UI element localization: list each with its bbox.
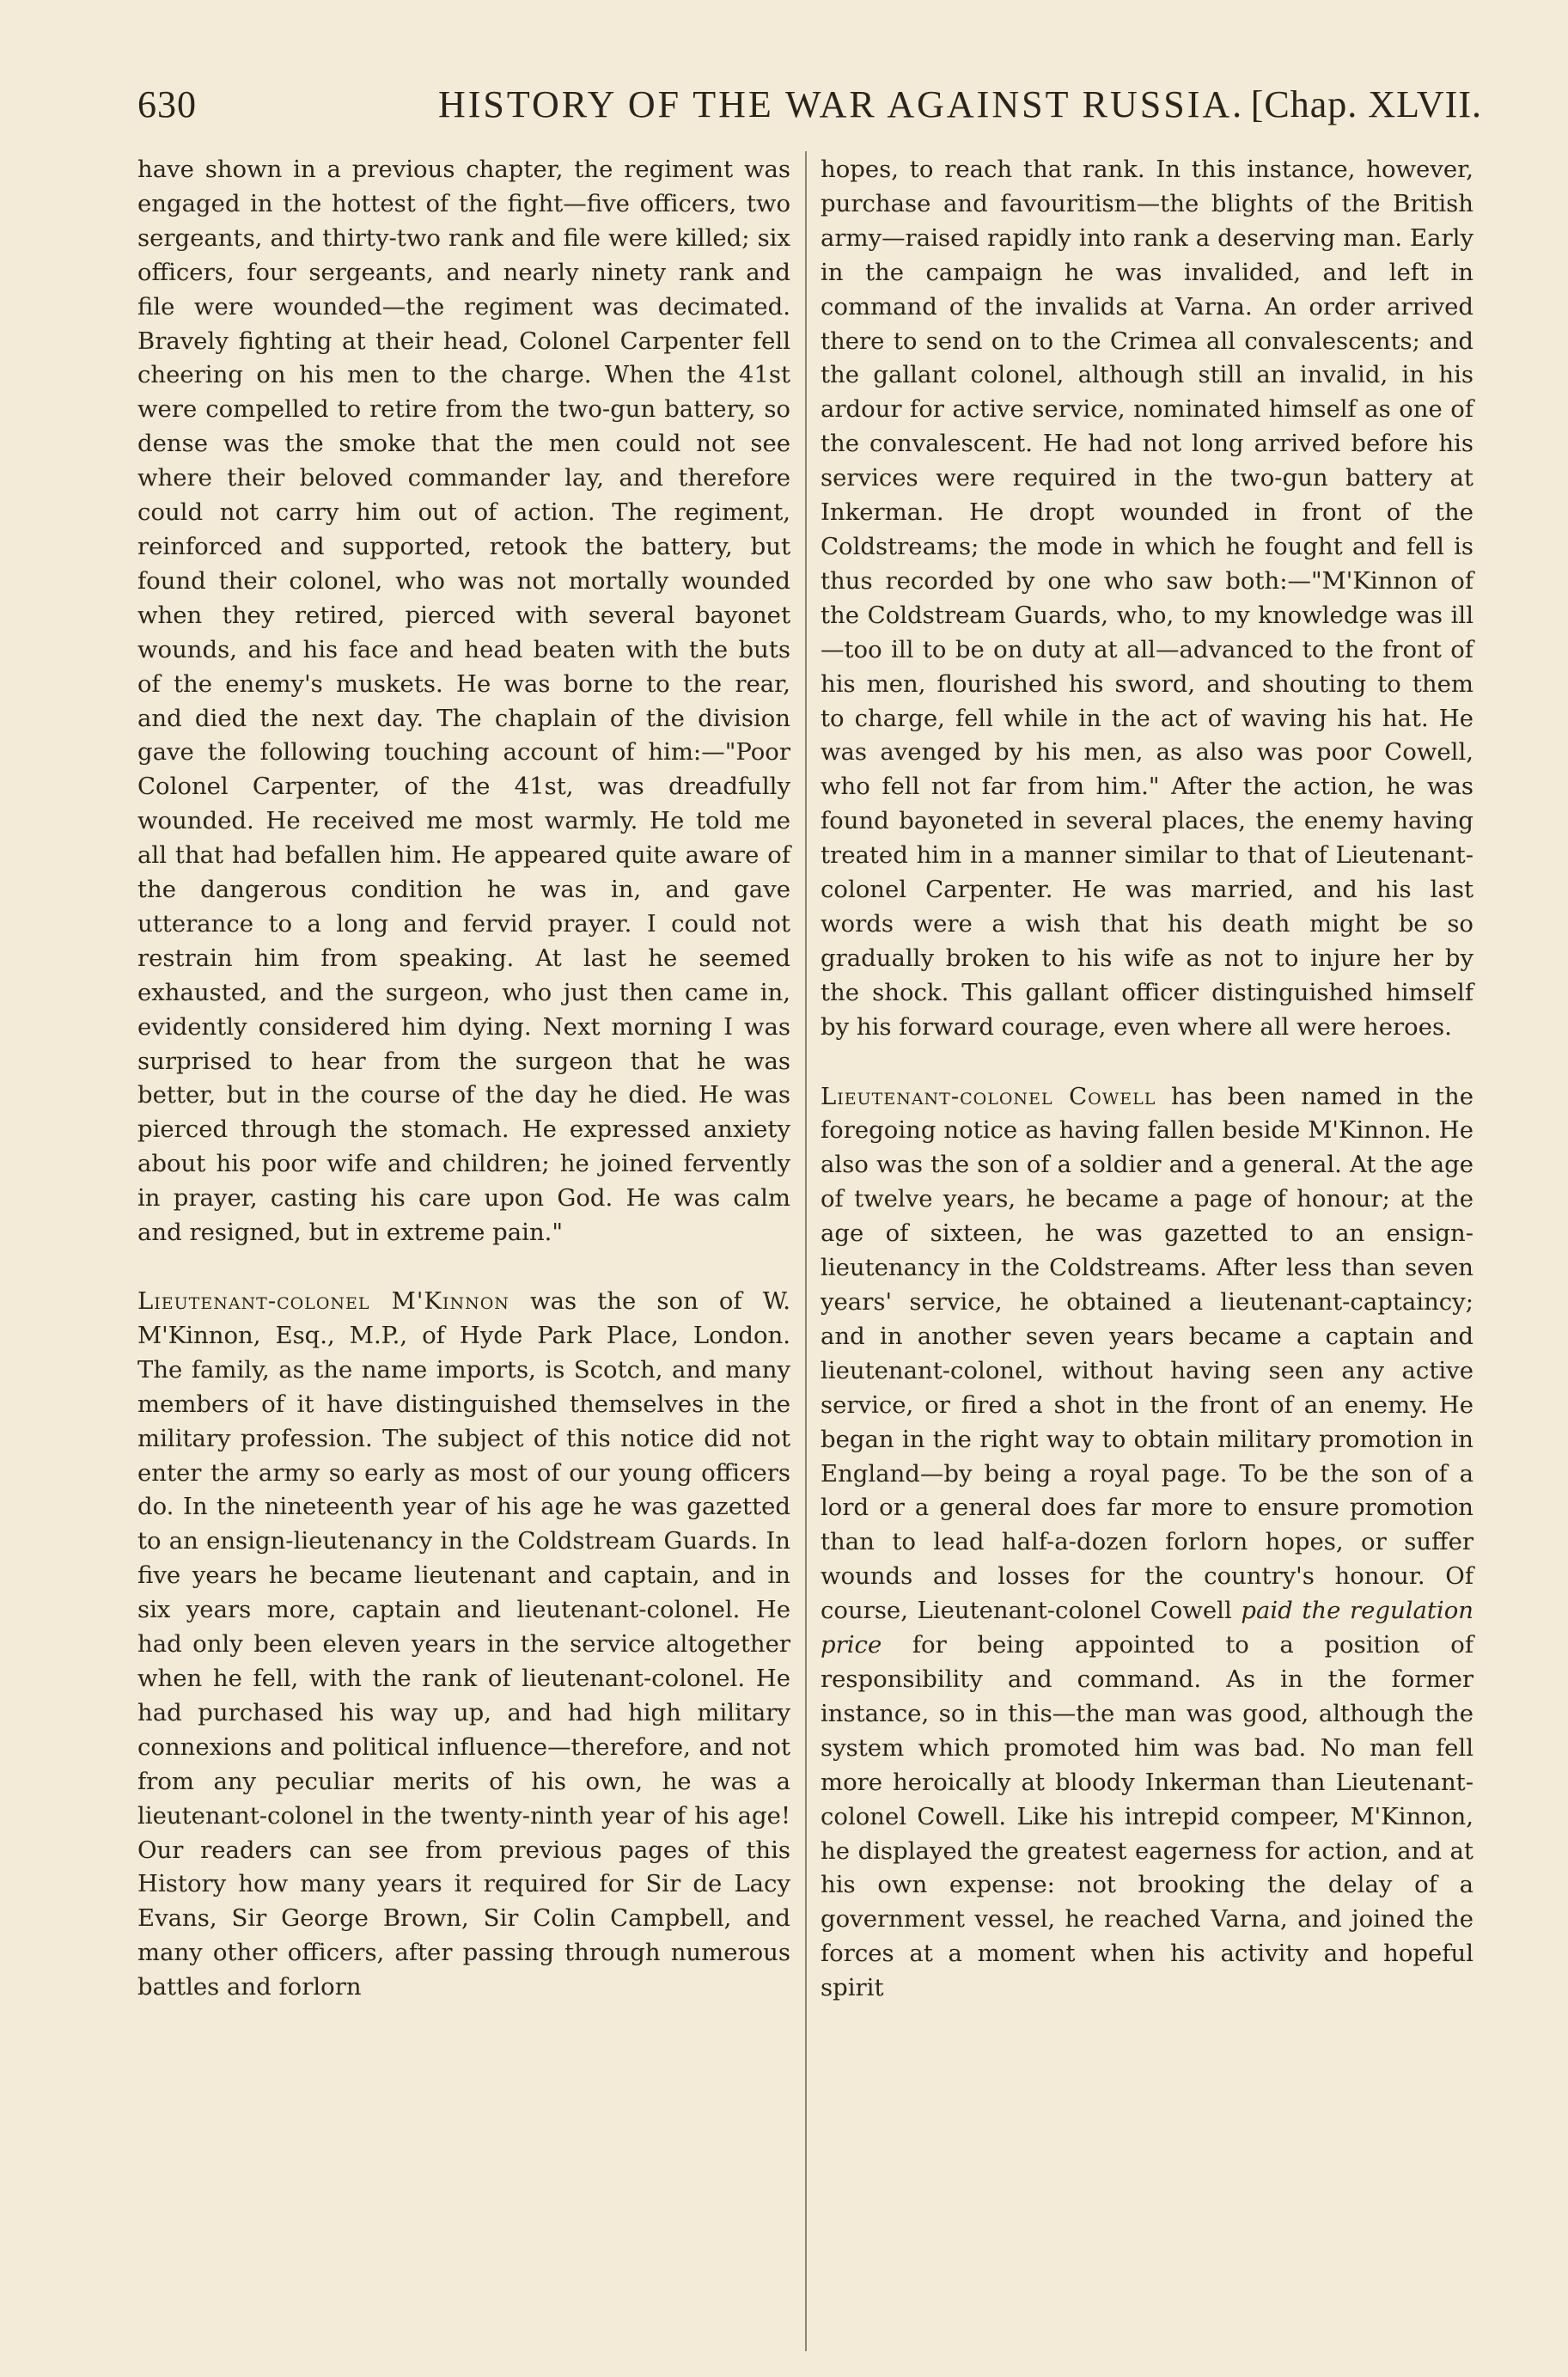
paragraph-body: has been named in the foregoing notice as having fallen beside M'Kinnon. He also was the son of a soldier and a general. At the age of twelve years, he became a page of honour; at the age of sixteen, he was gazetted to an ensign-lieutenancy in the Coldstreams. After less than seven years' service, he obtained a lieutenant-captaincy; and in another seven years became a captain and lieutenant-colonel, without having seen any active service, or fired a shot in the front of an enemy. He began in the right way to obtain military promotion in England—by being a royal page. To be the son of a lord or a general does far more to ensure promotion than to lead half-a-dozen forlorn hopes, or suffer wounds and losses for the country's honour. Of course, Lieutenant-colonel Cowell: [821, 1082, 1473, 1625]
right-column: [821, 153, 1473, 2006]
running-header: [137, 82, 1482, 131]
running-title: HISTORY OF THE WAR AGAINST RUSSIA.: [438, 83, 1245, 125]
left-column: [137, 153, 790, 2005]
paragraph-lead-in: Lieutenant-colonel Cowell: [821, 1082, 1156, 1110]
paragraph-body-end: for being appointed to a position of responsibility and command. As in the former instance, so in this—the man was good, although the system which promoted him was bad. No man fell more heroically at bloody Inkerman than Lieutenant-colonel Cowell. Like his intrepid compeer, M'Kinnon, he displayed the greatest eagerness for action, and at his own expense: not brooking the delay of a government vessel, he reached Varna, and joined the forces at a moment when his activity and hopeful spirit: [821, 1631, 1473, 2002]
page-number: 630: [137, 83, 197, 125]
paragraph-body: was the son of W. M'Kinnon, Esq., M.P., of Hyde Park Place, London. The family, as the name imports, is Scotch, and many members of it have distinguished themselves in the military profession. The subject of this notice did not enter the army so early as most of our young officers do. In the nineteenth year of his age he was gazetted to an ensign-lieutenancy in the Coldstream Guards. In five years he became lieutenant and captain, and in six years more, captain and lieutenant-colonel. He had only been eleven years in the service altogether when he fell, with the rank of lieutenant-colonel. He had purchased his way up, and had high military connexions and political influence—therefore, and not from any peculiar merits of his own, he was a lieutenant-colonel in the twenty-ninth year of his age! Our readers can see from previous pages of this History how many years it required for Sir de Lacy Evans, Sir George Brown, Sir Colin Campbell, and many other officers, after passing through numerous battles and forlorn: [137, 1287, 790, 2001]
paragraph-mkinnon-continued: hopes, to reach that rank. In this instance, however, purchase and favouritism—the blights of the British army—raised rapidly into rank a deserving man. Early in the campaign he was invalided, and left in command of the invalids at Varna. An order arrived there to send on to the Crimea all convalescents; and the gallant colonel, although still an invalid, in his ardour for active service, nominated himself as one of the convalescent. He had not long arrived before his services were required in the two-gun battery at Inkerman. He dropt wounded in front of the Coldstreams; the mode in which he fought and fell is thus recorded by one who saw both:—"M'Kinnon of the Coldstream Guards, who, to my knowledge was ill—too ill to be on duty at all—advanced to the front of his men, flourished his sword, and shouting to them to charge, fell while in the act of waving his hat. He was avenged by his men, as also was poor Cowell, who fell not far from him." After the action, he was found bayoneted in several places, the enemy having treated him in a manner similar to that of Lieutenant-colonel Carpenter. He was married, and his last words were a wish that his death might be so gradually broken to his wife as not to injure her by the shock. This gallant officer distinguished himself by his forward courage, even where all were heroes.: [821, 156, 1473, 1041]
column-divider: [805, 151, 807, 2351]
italic-phrase: paid the regulation price: [821, 1597, 1473, 1659]
paragraph-carpenter-continued: have shown in a previous chapter, the regiment was engaged in the hottest of the fight—five officers, two sergeants, and thirty-two rank and file were killed; six officers, four sergeants, and nearly ninety rank and file were wounded—the regiment was decimated. Bravely fighting at their head, Colonel Carpenter fell cheering on his men to the charge. When the 41st were compelled to retire from the two-gun battery, so dense was the smoke that the men could not see where their beloved commander lay, and therefore could not carry him out of action. The regiment, reinforced and supported, retook the battery, but found their colonel, who was not mortally wounded when they retired, pierced with several bayonet wounds, and his face and head beaten with the buts of the enemy's muskets. He was borne to the rear, and died the next day. The chaplain of the division gave the following touching account of him:—"Poor Colonel Carpenter, of the 41st, was dreadfully wounded. He received me most warmly. He told me all that had befallen him. He appeared quite aware of the dangerous condition he was in, and gave utterance to a long and fervid prayer. I could not restrain him from speaking. At last he seemed exhausted, and the surgeon, who just then came in, evidently considered him dying. Next morning I was surprised to hear from the surgeon that he was better, but in the course of the day he died. He was pierced through the stomach. He expressed anxiety about his poor wife and children; he joined fervently in prayer, casting his care upon God. He was calm and resigned, but in extreme pain.": [137, 156, 790, 1247]
paragraph-mkinnon-biography: [137, 1285, 790, 2005]
chapter-label: [Chap. XLVII.: [1250, 83, 1482, 125]
paragraph-cowell-biography: [821, 1080, 1473, 2006]
paragraph-lead-in: Lieutenant-colonel M'Kinnon: [137, 1287, 509, 1315]
